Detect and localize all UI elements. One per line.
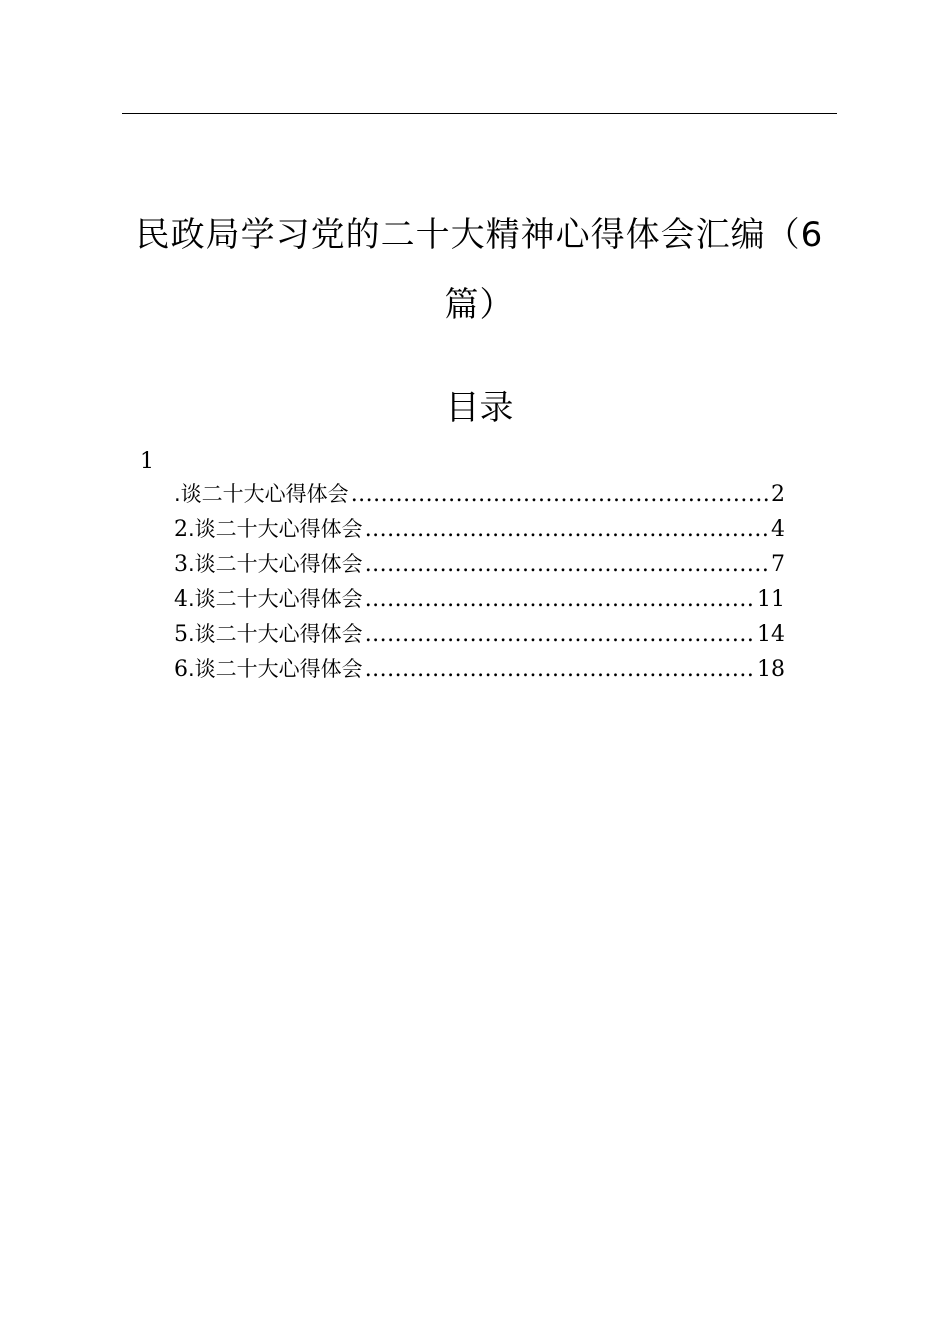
toc-entry-page: 18	[757, 657, 785, 682]
toc-dot-leader	[365, 582, 755, 617]
header-rule	[122, 113, 837, 114]
toc-entry-page: 7	[771, 552, 785, 577]
toc-entry-page: 14	[757, 622, 785, 647]
toc-dot-leader	[365, 617, 755, 652]
toc-entry-label: 4.谈二十大心得体会	[174, 587, 363, 612]
toc-entry-6[interactable]	[174, 652, 785, 687]
document-title-line1: 民政局学习党的二十大精神心得体会汇编（6	[135, 215, 824, 255]
toc-entry-label: 6.谈二十大心得体会	[174, 657, 363, 682]
toc-entry-5[interactable]	[174, 617, 785, 652]
table-of-contents	[174, 477, 785, 687]
toc-entry-page: 2	[771, 482, 785, 507]
toc-entry-page: 11	[757, 587, 785, 612]
toc-stray-number: 1	[140, 449, 154, 474]
toc-dot-leader	[351, 477, 769, 512]
document-title	[122, 200, 837, 340]
toc-entry-1[interactable]	[174, 477, 785, 512]
toc-entry-label: 2.谈二十大心得体会	[174, 517, 363, 542]
toc-entry-label: .谈二十大心得体会	[174, 482, 349, 506]
toc-entry-page: 4	[771, 517, 785, 542]
toc-dot-leader	[365, 512, 769, 547]
toc-dot-leader	[365, 547, 769, 582]
toc-entry-4[interactable]	[174, 582, 785, 617]
toc-entry-2[interactable]	[174, 512, 785, 547]
toc-entry-3[interactable]	[174, 547, 785, 582]
toc-heading: 目录	[445, 388, 514, 428]
toc-entry-label: 5.谈二十大心得体会	[174, 622, 363, 647]
document-title-line2: 篇）	[444, 285, 515, 325]
toc-dot-leader	[365, 652, 755, 687]
toc-entry-label: 3.谈二十大心得体会	[174, 552, 363, 577]
